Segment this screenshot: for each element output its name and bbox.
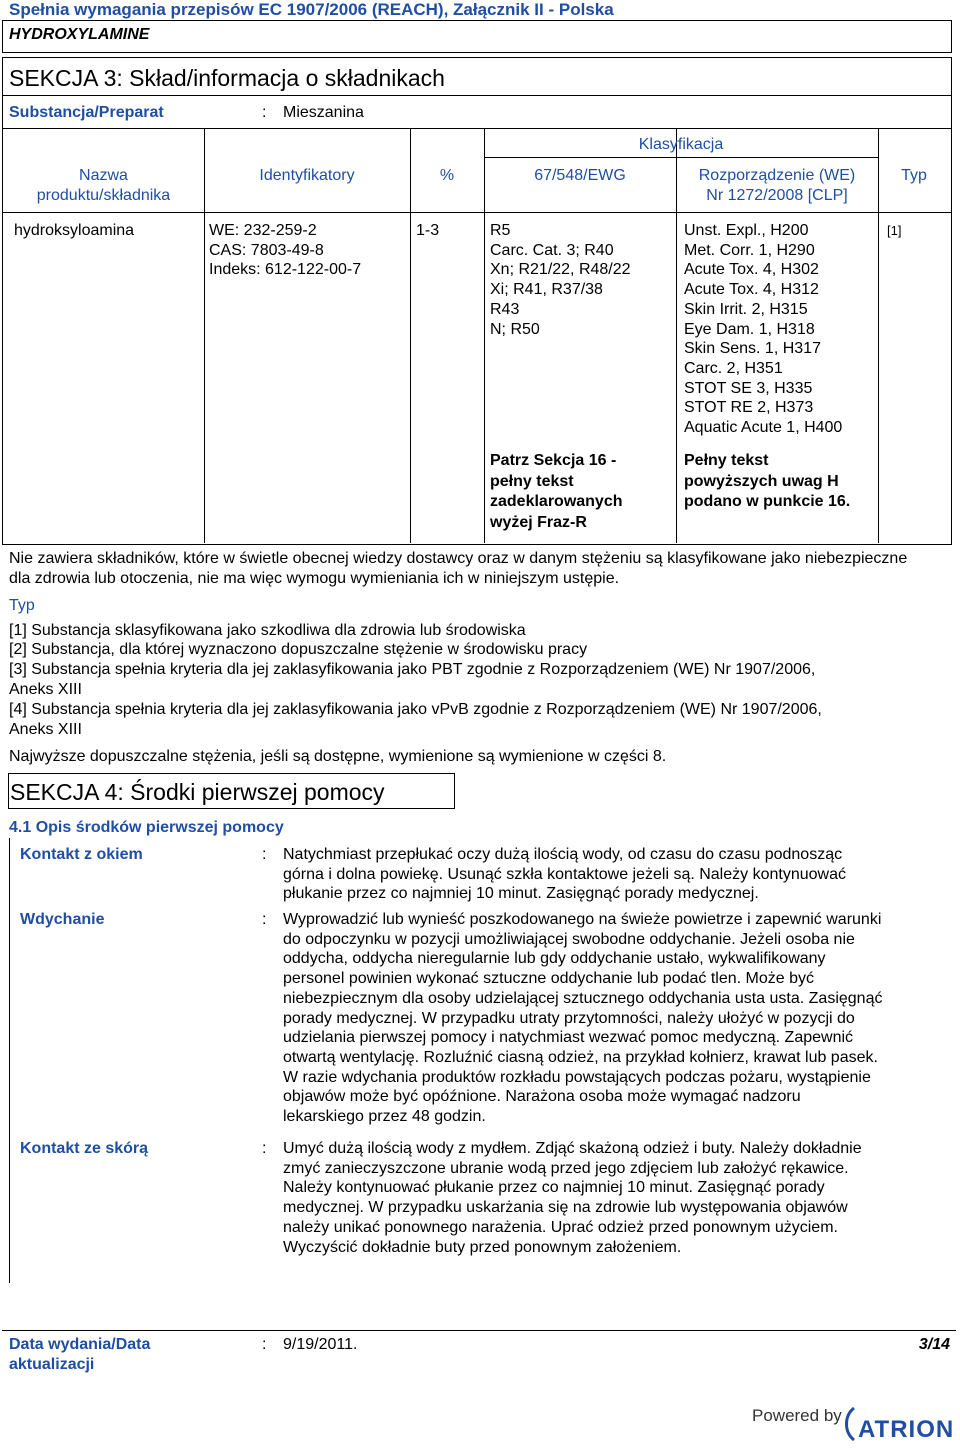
column-header-clp: Rozporządzenie (WE) Nr 1272/2008 [CLP] [698,167,856,204]
atrion-logo: ATRION [858,1416,955,1443]
inhalation-label: Wdychanie [20,911,105,928]
type-item: [4] Substancja spełnia kryteria dla jej zaklasyfikowania jako vPvB zgodnie z Rozporządzeniem (WE) Nr 1907/2006, Aneks XIII [9,701,822,738]
section4-left-bar [9,838,10,1283]
type-item: [3] Substancja spełnia kryteria dla jej zaklasyfikowania jako PBT zgodnie z Rozporządzeniem (WE) Nr 1907/2006, Aneks XIII [9,661,816,698]
table-top-border [3,128,951,129]
inhalation-text: Wyprowadzić lub wynieść poszkodowanego na świeże powietrze i zapewnić warunki do odpoczynku w pozycji umożliwiającej swobodne oddychanie. Jeżeli osoba nie oddycha, oddycha nieregularnie lub gdy oddychanie ustało, wykwalifikowany personel powinien wykonać sztuczne oddychanie lub podać tlen. Może być niebezpiecznym dla osoby udzielającej sztucznego oddychania usta usta. Zasięgnąć porady medycznej. W przypadku utraty przytomności, należy ułożyć w pozycji do udzielania pierwszej pomocy i natychmiast wezwać pomoc medyczną. Zapewnić otwartą wentylację. Rozluźnić ciasną odzież, na przykład kołnierz, krawat lub pasek. W razie wdychania produktów rozkładu powstających podczas pożaru, wystąpienie objawów może być opóźnione. Narażona osoba może wymagać nadzoru lekarskiego przez 48 godzin. [283,911,883,1126]
classification-underline [484,157,878,158]
section3-title: SEKCJA 3: Skład/informacja o składnikach [9,65,445,91]
atrion-swoosh-icon [842,1406,856,1442]
skin-contact-label: Kontakt ze skórą [20,1140,149,1157]
type-heading: Typ [9,597,35,614]
column-header-identifiers: Identyfikatory [259,167,355,184]
eye-contact-label: Kontakt z okiem [20,846,143,863]
exposure-limits-note: Najwyższe dopuszczalne stężenia, jeśli są dostępne, wymienione są wymienione w części 8. [9,748,667,765]
ingredient-identifiers: WE: 232-259-2 CAS: 7803-49-8 Indeks: 612-122-00-7 [209,222,362,279]
classification-header: Klasyfikacja [638,136,724,153]
ewg-note: Patrz Sekcja 16 - pełny tekst zadeklarowanych wyżej Fraz-R [490,452,623,531]
colon: : [262,1140,267,1157]
column-divider [410,128,411,543]
column-header-ewg: 67/548/EWG [534,167,626,184]
divider [3,95,951,96]
section4-subtitle: 4.1 Opis środków pierwszej pomocy [9,819,284,836]
issue-date-value: 9/19/2011. [283,1336,358,1353]
substance-value: Mieszanina [283,104,364,121]
colon: : [262,1336,267,1353]
section4-title: SEKCJA 4: Środki pierwszej pomocy [10,779,385,805]
type-item: [1] Substancja sklasyfikowana jako szkodliwa dla zdrowia lub środowiska [9,622,526,639]
column-divider [484,128,485,543]
ingredient-percent: 1-3 [416,222,440,239]
ingredient-clp-classification: Unst. Expl., H200 Met. Corr. 1, H290 Acute Tox. 4, H302 Acute Tox. 4, H312 Skin Irrit. 2, H315 Eye Dam. 1, H318 Skin Sens. 1, H317 Carc. 2, H351 STOT SE 3, H335 STOT RE 2, H373 Aquatic Acute 1, H400 [684,222,843,437]
substance-label: Substancja/Preparat [9,104,164,121]
column-header-type: Typ [901,167,927,184]
table-header-bottom [3,212,951,213]
column-header-percent: % [439,167,455,184]
product-name: HYDROXYLAMINE [9,26,150,43]
column-header-name: Nazwa produktu/składnika [36,167,171,204]
issue-date-label: Data wydania/Data aktualizacji [9,1336,151,1373]
no-hazard-paragraph: Nie zawiera składników, które w świetle obecnej wiedzy dostawcy oraz w danym stężeniu są klasyfikowane jako niebezpieczne dla zdrowia lub otoczenia, nie ma więc wymogu wymieniania ich w niniejszym ustępie. [9,550,908,587]
type-item: [2] Substancja, dla której wyznaczono dopuszczalne stężenie w środowisku pracy [9,641,588,658]
ingredient-ewg-classification: R5 Carc. Cat. 3; R40 Xn; R21/22, R48/22 Xi; R41, R37/38 R43 N; R50 [490,222,631,338]
eye-contact-text: Natychmiast przepłukać oczy dużą ilością wody, od czasu do czasu podnosząc górna i dolna powiekę. Usunąć szkła kontaktowe jeżeli są. Należy kontynuować płukanie przez co najmniej 10 minut. Zasięgnąć porady medycznej. [283,846,846,903]
document-header-title: Spełnia wymagania przepisów EC 1907/2006 (REACH), Załącznik II - Polska [9,0,614,19]
colon: : [262,846,267,863]
ingredient-name: hydroksyloamina [14,222,135,239]
colon: : [262,104,267,121]
page-number: 3/14 [918,1336,950,1353]
colon: : [262,911,267,928]
powered-by-text: Powered by [752,1406,842,1425]
ingredient-type: [1] [887,223,902,238]
column-divider [878,128,879,543]
column-divider [204,128,205,543]
clp-note: Pełny tekst powyższych uwag H podano w punkcie 16. [684,452,851,510]
skin-contact-text: Umyć dużą ilością wody z mydłem. Zdjąć skażoną odzież i buty. Należy dokładnie zmyć zanieczyszczone ubranie wodą przed jego zdjęciem lub założyć rękawice. Należy kontynuować płukanie przez co najmniej 10 minut. Zasięgnąć porady medycznej. W przypadku uskarżania się na zdrowie lub występowania objawów należy unikać ponownego narażenia. Uprać odzież przed ponownym użyciem. Wyczyścić dokładnie buty przed ponownym założeniem. [283,1140,862,1256]
